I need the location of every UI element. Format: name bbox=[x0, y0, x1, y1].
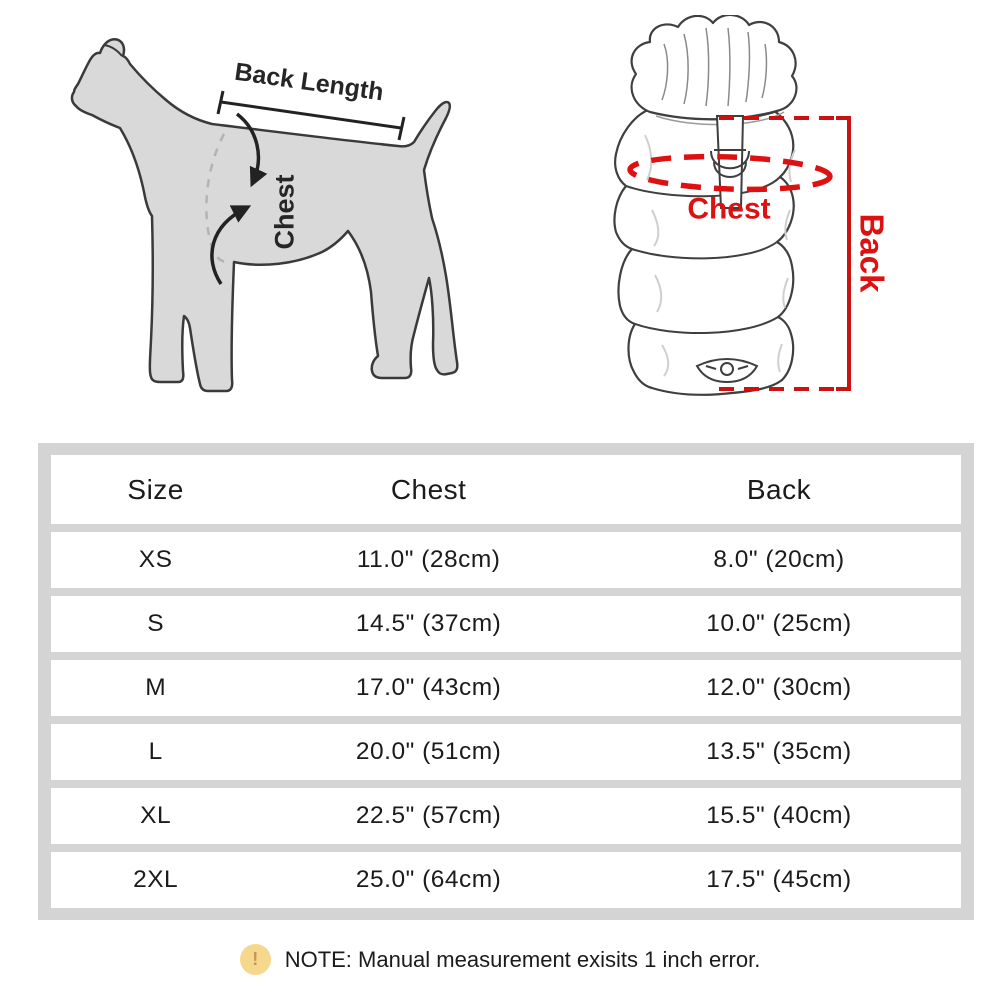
vest-back-label: Back bbox=[853, 213, 891, 293]
cell-back: 13.5" (35cm) bbox=[706, 738, 852, 765]
cell-size: 2XL bbox=[133, 866, 179, 893]
back-length-label: Back Length bbox=[232, 57, 386, 107]
cell-chest: 17.0" (43cm) bbox=[355, 674, 502, 701]
cell-size: XL bbox=[140, 802, 172, 829]
cell-size: M bbox=[145, 674, 167, 701]
measurement-note bbox=[0, 944, 1000, 975]
cell-chest: 22.5" (57cm) bbox=[355, 802, 502, 829]
table-row bbox=[51, 852, 961, 908]
table-row bbox=[51, 724, 961, 780]
cell-chest: 25.0" (64cm) bbox=[355, 866, 502, 893]
back-column-header: Back bbox=[746, 473, 812, 505]
note-text: NOTE: Manual measurement exisits 1 inch error. bbox=[284, 946, 761, 972]
cell-size: L bbox=[148, 738, 163, 765]
cell-chest: 11.0" (28cm) bbox=[356, 546, 501, 573]
vest-chest-label: Chest bbox=[687, 192, 771, 226]
cell-chest: 14.5" (37cm) bbox=[355, 610, 502, 637]
cell-back: 12.0" (30cm) bbox=[706, 674, 852, 701]
cell-size: S bbox=[147, 610, 165, 637]
size-column-header: Size bbox=[127, 473, 184, 505]
cell-back: 8.0" (20cm) bbox=[713, 546, 845, 573]
vest-collar-ruffle bbox=[632, 15, 797, 119]
cell-chest: 20.0" (51cm) bbox=[355, 738, 502, 765]
chest-column-header: Chest bbox=[390, 473, 467, 505]
table-row bbox=[51, 596, 961, 652]
vest-measurement-figure bbox=[595, 15, 910, 405]
table-row bbox=[51, 788, 961, 844]
cell-back: 15.5" (40cm) bbox=[706, 802, 852, 829]
table-header-row bbox=[51, 455, 961, 524]
table-row bbox=[51, 532, 961, 588]
cell-size: XS bbox=[138, 546, 173, 573]
cell-back: 10.0" (25cm) bbox=[706, 610, 852, 637]
warning-icon: ! bbox=[240, 944, 271, 975]
dog-chest-label: Chest bbox=[269, 174, 300, 250]
dog-silhouette bbox=[72, 39, 457, 391]
cell-back: 17.5" (45cm) bbox=[706, 866, 852, 893]
dog-measurement-figure bbox=[40, 20, 490, 410]
size-table bbox=[38, 443, 974, 920]
table-row bbox=[51, 660, 961, 716]
